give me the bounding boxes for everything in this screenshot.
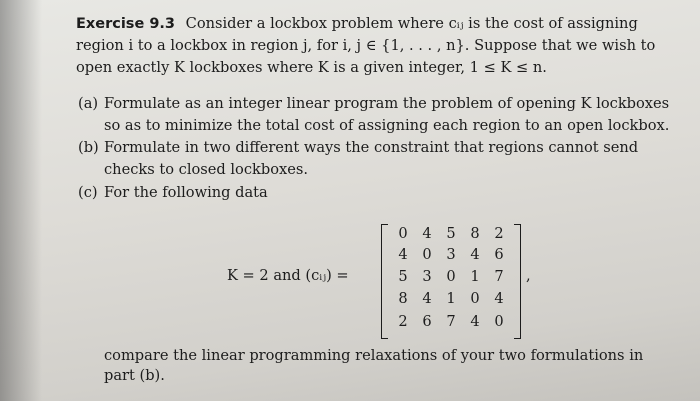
- matrix-cell: 6: [494, 246, 504, 263]
- exercise-line-3: open exactly K lockboxes where K is a given integer, 1 ≤ K ≤ n.: [76, 59, 547, 76]
- equation-trailing-comma: ,: [526, 267, 531, 284]
- matrix-cell: 4: [422, 225, 432, 242]
- matrix-cell: 7: [446, 313, 456, 330]
- matrix-cell: 4: [470, 246, 480, 263]
- matrix-cell: 7: [494, 268, 504, 285]
- matrix-cell: 8: [398, 290, 408, 307]
- matrix-cell: 6: [422, 313, 432, 330]
- part-a-line-1: Formulate as an integer linear program the problem of opening K lockboxes: [104, 95, 670, 112]
- matrix-cell: 2: [398, 313, 408, 330]
- matrix-cell: 5: [398, 268, 408, 285]
- matrix-cell: 1: [470, 268, 480, 285]
- matrix-row: [391, 245, 511, 265]
- part-b-label: (b): [78, 139, 99, 156]
- matrix-cell: 0: [446, 268, 456, 285]
- exercise-line-2: region i to a lockbox in region j, for i, j ∈ {1, . . . , n}. Suppose that we wish to: [76, 37, 656, 54]
- matrix-cell: 8: [470, 225, 480, 242]
- matrix-row: [391, 289, 511, 309]
- equation-lhs: K = 2 and (cᵢⱼ) =: [227, 267, 349, 284]
- matrix-cell: 4: [494, 290, 504, 307]
- matrix-cell: 0: [398, 225, 408, 242]
- matrix-cell: 1: [446, 290, 456, 307]
- part-b-line-1: Formulate in two different ways the constraint that regions cannot send: [104, 139, 639, 156]
- part-c-label: (c): [78, 184, 98, 201]
- exercise-text-1: Consider a lockbox problem where cᵢⱼ is the cost of assigning: [185, 15, 638, 32]
- part-a-label: (a): [78, 95, 99, 112]
- page-gutter-shadow: [0, 0, 42, 401]
- matrix-row: [391, 312, 511, 332]
- matrix-cell: 4: [422, 290, 432, 307]
- part-a-line-2: so as to minimize the total cost of assigning each region to an open lockbox.: [104, 117, 670, 134]
- matrix-cell: 4: [470, 313, 480, 330]
- matrix-left-bracket: [381, 224, 388, 339]
- matrix-cell: 2: [494, 225, 504, 242]
- matrix-cell: 0: [422, 246, 432, 263]
- part-b-line-2: checks to closed lockboxes.: [104, 161, 308, 178]
- closing-line-1: compare the linear programming relaxations of your two formulations in: [104, 347, 644, 364]
- cost-matrix: [381, 224, 521, 340]
- matrix-cell: 5: [446, 225, 456, 242]
- exercise-line-1: [76, 14, 638, 34]
- matrix-cell: 3: [446, 246, 456, 263]
- part-c-line-1: For the following data: [104, 184, 268, 201]
- matrix-row: [391, 267, 511, 287]
- matrix-cell: 0: [494, 313, 504, 330]
- matrix-cell: 3: [422, 268, 432, 285]
- exercise-label: Exercise 9.3: [76, 16, 176, 32]
- matrix-row: [391, 224, 511, 244]
- matrix-cell: 0: [470, 290, 480, 307]
- closing-line-2: part (b).: [104, 367, 165, 384]
- matrix-cell: 4: [398, 246, 408, 263]
- matrix-right-bracket: [514, 224, 521, 339]
